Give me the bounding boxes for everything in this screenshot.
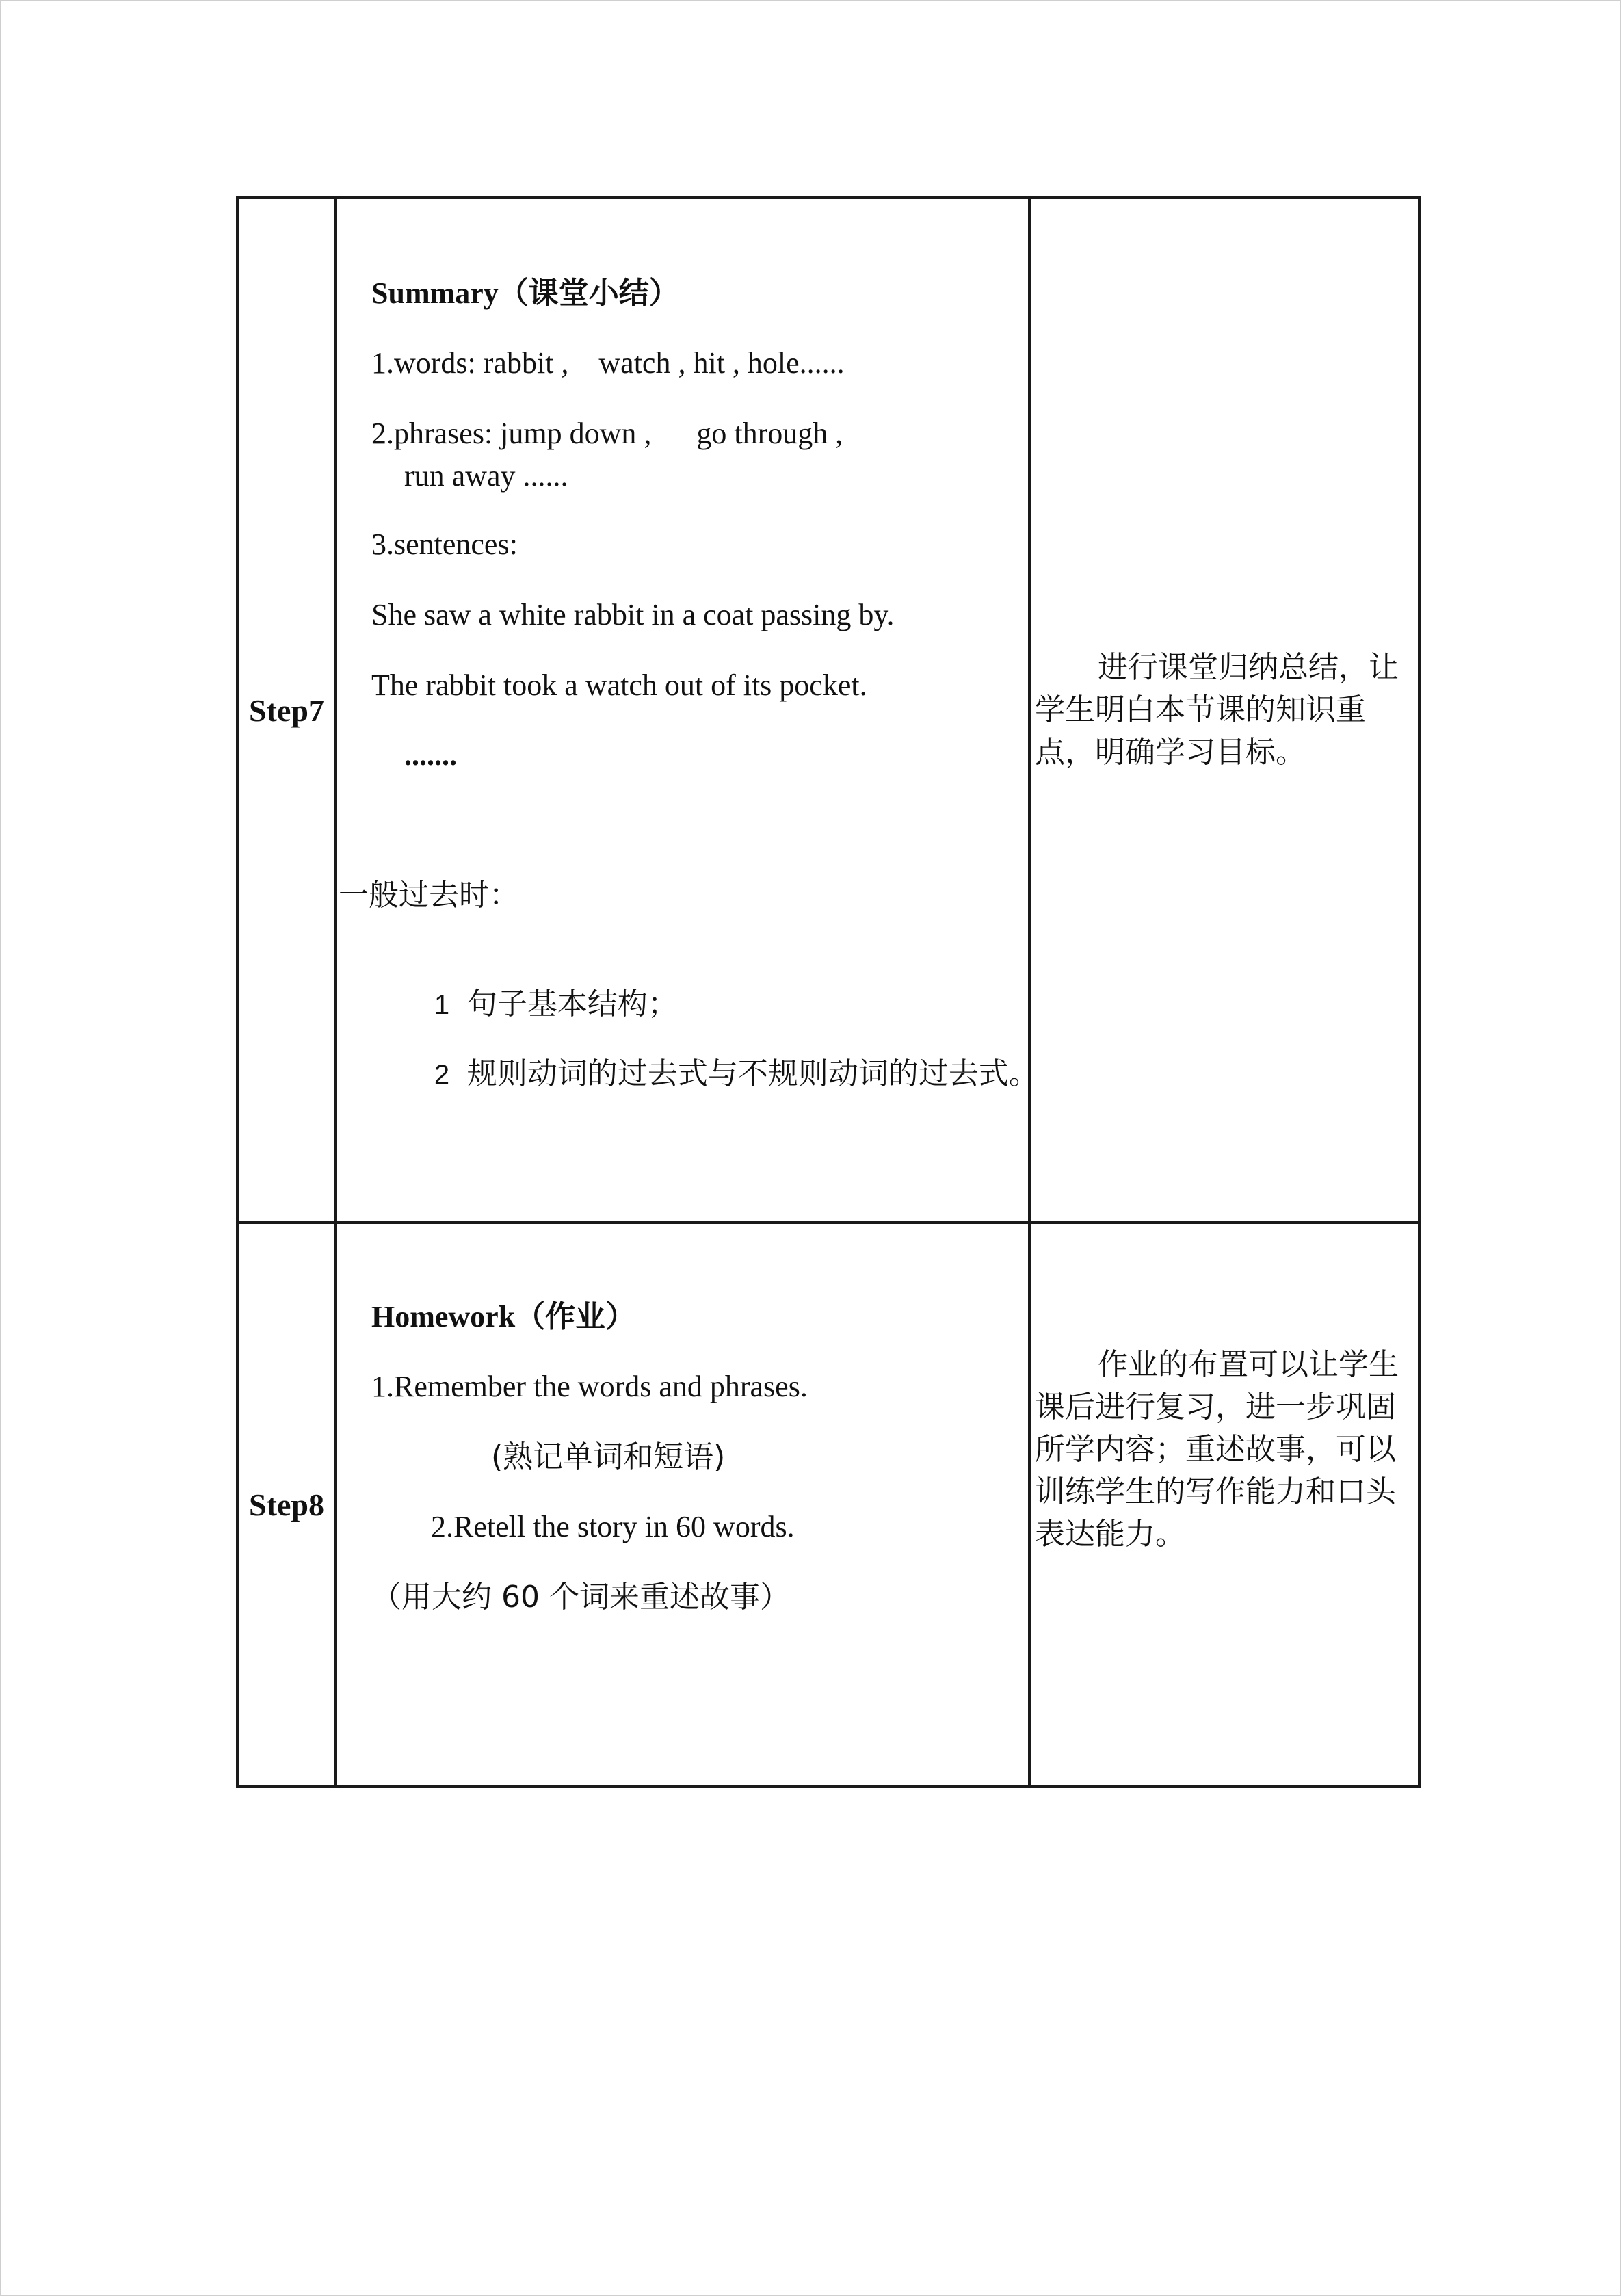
homework-title: Homework（作业） xyxy=(371,1300,636,1333)
step7-content xyxy=(336,198,1039,1223)
step8-note-cell xyxy=(1029,1223,1419,1786)
step8-note: 作业的布置可以让学生课后进行复习，进一步巩固所学内容；重述故事，可以训练学生的写作能力和口头表达能力。 xyxy=(1035,1347,1399,1552)
grammar-item-2-number: 2 xyxy=(434,1060,450,1090)
summary-sentences-label: 3.sentences: xyxy=(371,527,518,561)
sentence-1: She saw a white rabbit in a coat passing by. xyxy=(371,598,895,631)
step7-label: Step7 xyxy=(237,198,336,1223)
grammar-item-2 xyxy=(339,1017,1039,1132)
lesson-plan-table xyxy=(236,196,1421,1788)
table-row-step7 xyxy=(237,198,1419,1223)
homework-item-2-cn: （用大约 60 个词来重述故事） xyxy=(371,1580,790,1615)
sentence-ellipsis: ....... xyxy=(404,738,457,772)
summary-title: Summary（课堂小结） xyxy=(371,276,679,310)
grammar-item-2-text: 规则动词的过去式与不规则动词的过去式。 xyxy=(466,1056,1039,1091)
step7-note-cell xyxy=(1029,198,1419,1223)
summary-phrases-line1: 2.phrases: jump down , go through , xyxy=(371,417,843,450)
grammar-item-1-text: 句子基本结构； xyxy=(466,987,678,1021)
grammar-title: 一般过去时： xyxy=(339,878,519,913)
summary-phrases-line2: run away ...... xyxy=(404,459,568,493)
grammar-item-1-number: 1 xyxy=(434,990,450,1020)
step8-content xyxy=(336,1223,1029,1786)
sentence-2: The rabbit took a watch out of its pocket. xyxy=(371,668,867,702)
homework-item-1-cn: (熟记单词和短语) xyxy=(491,1439,726,1474)
summary-words: 1.words: rabbit , watch , hit , hole...... xyxy=(371,346,845,380)
step8-label: Step8 xyxy=(237,1223,336,1786)
homework-item-2: 2.Retell the story in 60 words. xyxy=(431,1510,795,1543)
homework-item-1: 1.Remember the words and phrases. xyxy=(371,1370,808,1403)
table-row-step8 xyxy=(237,1223,1419,1786)
step7-note: 进行课堂归纳总结，让学生明白本节课的知识重点，明确学习目标。 xyxy=(1035,650,1399,770)
